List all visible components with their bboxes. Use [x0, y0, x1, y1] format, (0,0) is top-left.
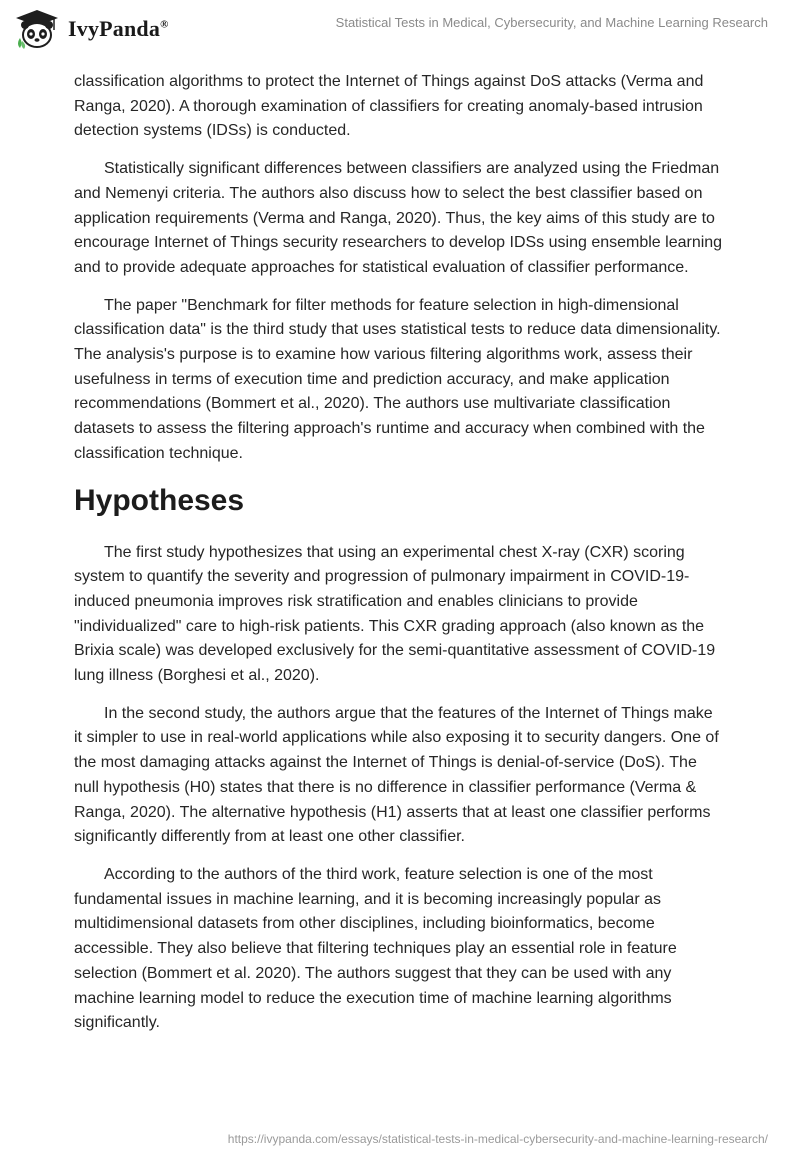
paragraph-continued: classification algorithms to protect the Internet of Things against DoS attacks (Verma and Ranga, 2020). A thorough examination of classifiers for creating anomaly-based intrusion detection systems (IDSs) is conducted.: [74, 73, 704, 140]
source-url[interactable]: https://ivypanda.com/essays/statistical-tests-in-medical-cybersecurity-and-machine-learning-research/: [227, 1132, 768, 1146]
section-heading: Hypotheses: [74, 483, 245, 517]
document-title: Statistical Tests in Medical, Cybersecurity, and Machine Learning Research: [335, 15, 768, 30]
paragraph: In the second study, the authors argue that the features of the Internet of Things make it simpler to use in real-world applications while also exposing it to security dangers. One of the most damaging attacks against the Internet of Things is denial-of-service (DoS). The null hypothesis (H0) states that there is no difference in classifier performance (Verma & Ranga, 2020). The alternative hypothesis (H1) asserts that at least one classifier performs significantly differently from at least one other classifier.: [74, 704, 719, 846]
page-header: [0, 0, 800, 60]
paragraph: The first study hypothesizes that using an experimental chest X-ray (CXR) scoring system to quantify the severity and progression of pulmonary impairment in COVID-19-induced pneumonia improves risk stratification and enables clinicians to provide "individualized" care to high-risk patients. This CXR grading approach (also known as the Brixia scale) was developed exclusively for the semi-quantitative assessment of COVID-19 lung illness (Borghesi et al., 2020).: [74, 543, 716, 685]
article-body: [74, 70, 724, 1049]
brand-name: IvyPanda®: [68, 16, 169, 41]
panda-graduation-cap-icon: [14, 8, 60, 50]
registered-mark: ®: [160, 18, 169, 31]
brand-logo[interactable]: [14, 8, 169, 50]
paragraph: Statistically significant differences between classifiers are analyzed using the Friedman and Nemenyi criteria. The authors also discuss how to select the best classifier based on application requirements (Verma and Ranga, 2020). Thus, the key aims of this study are to encourage Internet of Things security researchers to develop IDSs using ensemble learning and to provide adequate approaches for statistical evaluation of classifier performance.: [74, 160, 723, 276]
paragraph: According to the authors of the third work, feature selection is one of the most fundamental issues in machine learning, and it is becoming increasingly popular as multidimensional datasets from other disciplines, including bioinformatics, become accessible. They also believe that filtering techniques play an essential role in feature selection (Bommert et al. 2020). The authors suggest that they can be used with any machine learning model to reduce the execution time of machine learning algorithms significantly.: [74, 865, 677, 1032]
paragraph: The paper "Benchmark for filter methods for feature selection in high-dimensional classification data" is the third study that uses statistical tests to reduce data dimensionality. The analysis's purpose is to examine how various filtering algorithms work, assess their usefulness in terms of execution time and prediction accuracy, and make application recommendations (Bommert et al., 2020). The authors use multivariate classification datasets to assess the filtering approach's runtime and accuracy when combined with the classification technique.: [74, 296, 721, 462]
